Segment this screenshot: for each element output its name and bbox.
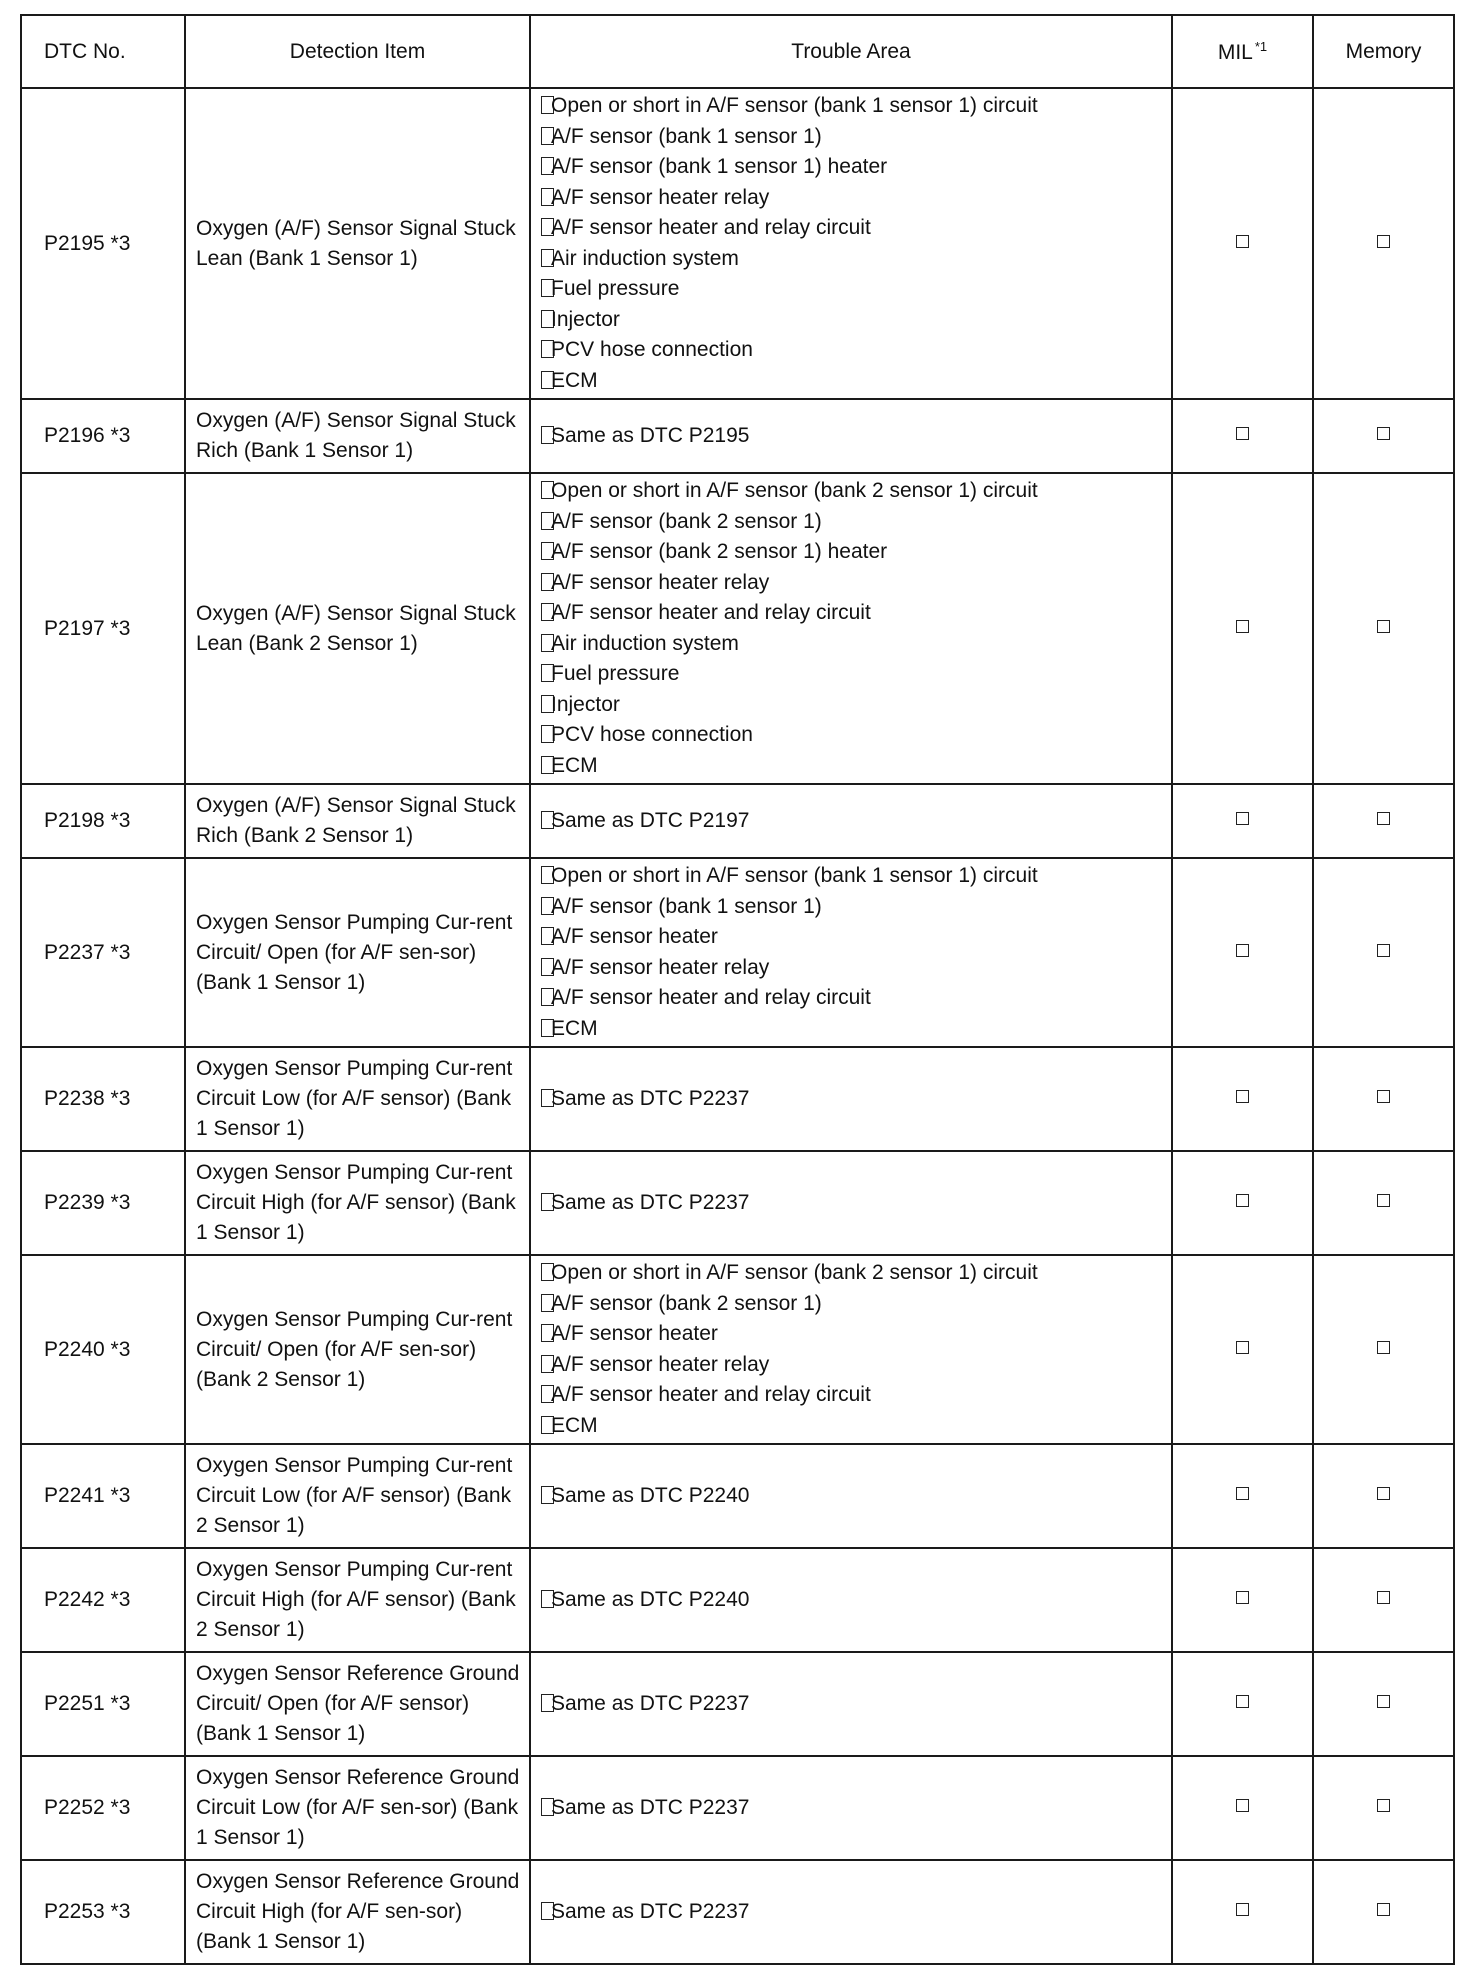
header-mil xyxy=(1172,15,1313,88)
trouble-area-text: Open or short in A/F sensor (bank 1 sensor 1) circuit xyxy=(551,864,1038,887)
detection-item-cell: Oxygen Sensor Pumping Cur-rent Circuit High (for A/F sensor) (Bank 1 Sensor 1) xyxy=(185,1151,530,1255)
memory-box-icon xyxy=(1377,1341,1390,1354)
dtc-number-cell: P2237 *3 xyxy=(21,858,185,1047)
trouble-area-text: Same as DTC P2237 xyxy=(551,1086,750,1110)
trouble-area-item xyxy=(541,1585,1165,1616)
trouble-area-item xyxy=(541,91,1165,122)
mil-cell xyxy=(1172,1255,1313,1444)
memory-cell xyxy=(1313,1860,1454,1964)
trouble-area-item xyxy=(541,720,1165,751)
memory-box-icon xyxy=(1377,1090,1390,1103)
trouble-area-item xyxy=(541,1350,1165,1381)
trouble-area-text: Same as DTC P2237 xyxy=(551,1795,750,1819)
trouble-area-text: A/F sensor heater relay xyxy=(551,955,770,979)
trouble-area-cell xyxy=(530,784,1172,858)
dtc-table xyxy=(20,14,1455,1965)
mil-box-icon xyxy=(1236,1903,1249,1916)
header-area-label: Trouble Area xyxy=(791,39,911,63)
trouble-area-text: Same as DTC P2240 xyxy=(551,1483,750,1507)
table-row xyxy=(21,1652,1454,1756)
mil-cell xyxy=(1172,784,1313,858)
header-mil-label: MIL xyxy=(1217,40,1253,64)
memory-cell xyxy=(1313,858,1454,1047)
memory-box-icon xyxy=(1377,620,1390,633)
trouble-area-text: A/F sensor heater relay xyxy=(551,570,770,594)
trouble-area-item xyxy=(541,1258,1165,1289)
trouble-area-text: A/F sensor heater xyxy=(551,925,718,948)
detection-item-cell: Oxygen Sensor Pumping Cur-rent Circuit/ Open (for A/F sen-sor) (Bank 2 Sensor 1) xyxy=(185,1255,530,1444)
header-detection-item xyxy=(185,15,530,88)
trouble-area-item xyxy=(541,183,1165,214)
memory-box-icon xyxy=(1377,427,1390,440)
trouble-area-item xyxy=(541,507,1165,538)
trouble-area-item xyxy=(541,629,1165,660)
mil-box-icon xyxy=(1236,1090,1249,1103)
trouble-area-item xyxy=(541,1897,1165,1928)
trouble-area-item xyxy=(541,1084,1165,1115)
trouble-area-item xyxy=(541,1014,1165,1045)
memory-cell xyxy=(1313,473,1454,784)
mil-box-icon xyxy=(1236,235,1249,248)
trouble-area-item xyxy=(541,598,1165,629)
trouble-area-cell xyxy=(530,88,1172,399)
trouble-area-text: Fuel pressure xyxy=(551,662,680,685)
detection-item-cell: Oxygen Sensor Reference Ground Circuit/ Open (for A/F sensor) (Bank 1 Sensor 1) xyxy=(185,1652,530,1756)
trouble-area-item xyxy=(541,244,1165,275)
trouble-area-text: A/F sensor heater and relay circuit xyxy=(551,216,871,239)
memory-cell xyxy=(1313,88,1454,399)
trouble-area-cell xyxy=(530,399,1172,473)
memory-box-icon xyxy=(1377,1903,1390,1916)
mil-box-icon xyxy=(1236,620,1249,633)
memory-cell xyxy=(1313,1444,1454,1548)
trouble-area-text: Same as DTC P2197 xyxy=(551,808,750,832)
memory-box-icon xyxy=(1377,235,1390,248)
memory-cell xyxy=(1313,1756,1454,1860)
mil-cell xyxy=(1172,399,1313,473)
dtc-number-cell: P2251 *3 xyxy=(21,1652,185,1756)
trouble-area-item xyxy=(541,537,1165,568)
trouble-area-cell xyxy=(530,1548,1172,1652)
trouble-area-item xyxy=(541,122,1165,153)
trouble-area-cell xyxy=(530,1151,1172,1255)
dtc-number-cell: P2253 *3 xyxy=(21,1860,185,1964)
trouble-area-item xyxy=(541,983,1165,1014)
trouble-area-item xyxy=(541,1793,1165,1824)
trouble-area-item xyxy=(541,366,1165,397)
mil-box-icon xyxy=(1236,812,1249,825)
header-mil-footnote: *1 xyxy=(1254,38,1268,54)
trouble-area-item xyxy=(541,305,1165,336)
trouble-area-item xyxy=(541,1289,1165,1320)
dtc-number-cell: P2252 *3 xyxy=(21,1756,185,1860)
trouble-area-text: Injector xyxy=(551,692,620,716)
mil-box-icon xyxy=(1236,1799,1249,1812)
trouble-area-text: A/F sensor (bank 2 sensor 1) heater xyxy=(551,540,888,563)
trouble-area-item xyxy=(541,476,1165,507)
trouble-area-text: A/F sensor (bank 1 sensor 1) xyxy=(551,124,822,148)
dtc-number-cell: P2239 *3 xyxy=(21,1151,185,1255)
trouble-area-item xyxy=(541,1481,1165,1512)
mil-cell xyxy=(1172,1756,1313,1860)
trouble-area-text: A/F sensor (bank 2 sensor 1) xyxy=(551,1291,822,1315)
table-row xyxy=(21,399,1454,473)
header-dtc-no xyxy=(21,15,185,88)
trouble-area-text: ECM xyxy=(551,368,598,392)
mil-box-icon xyxy=(1236,1591,1249,1604)
trouble-area-item xyxy=(541,1689,1165,1720)
trouble-area-cell xyxy=(530,473,1172,784)
memory-box-icon xyxy=(1377,1194,1390,1207)
dtc-number-cell: P2197 *3 xyxy=(21,473,185,784)
trouble-area-item xyxy=(541,335,1165,366)
dtc-number-cell: P2198 *3 xyxy=(21,784,185,858)
table-row xyxy=(21,1756,1454,1860)
dtc-number-cell: P2240 *3 xyxy=(21,1255,185,1444)
trouble-area-text: ECM xyxy=(551,1413,598,1437)
detection-item-cell: Oxygen Sensor Pumping Cur-rent Circuit Low (for A/F sensor) (Bank 2 Sensor 1) xyxy=(185,1444,530,1548)
detection-item-cell: Oxygen Sensor Pumping Cur-rent Circuit Low (for A/F sensor) (Bank 1 Sensor 1) xyxy=(185,1047,530,1151)
memory-cell xyxy=(1313,1255,1454,1444)
table-row xyxy=(21,88,1454,399)
table-row xyxy=(21,784,1454,858)
memory-cell xyxy=(1313,1548,1454,1652)
dtc-number-cell: P2196 *3 xyxy=(21,399,185,473)
table-row xyxy=(21,858,1454,1047)
trouble-area-text: Air induction system xyxy=(551,246,739,270)
table-row xyxy=(21,1444,1454,1548)
header-memory xyxy=(1313,15,1454,88)
header-trouble-area xyxy=(530,15,1172,88)
mil-cell xyxy=(1172,858,1313,1047)
memory-cell xyxy=(1313,1652,1454,1756)
table-row xyxy=(21,1548,1454,1652)
memory-cell xyxy=(1313,784,1454,858)
header-memory-label: Memory xyxy=(1345,39,1422,63)
trouble-area-text: Same as DTC P2195 xyxy=(551,423,750,447)
detection-item-cell: Oxygen (A/F) Sensor Signal Stuck Lean (Bank 1 Sensor 1) xyxy=(185,88,530,399)
trouble-area-text: Open or short in A/F sensor (bank 2 sensor 1) circuit xyxy=(551,479,1038,502)
memory-cell xyxy=(1313,399,1454,473)
mil-cell xyxy=(1172,1548,1313,1652)
trouble-area-cell xyxy=(530,1444,1172,1548)
trouble-area-cell xyxy=(530,1756,1172,1860)
trouble-area-item xyxy=(541,421,1165,452)
trouble-area-text: Open or short in A/F sensor (bank 1 sensor 1) circuit xyxy=(551,94,1038,117)
trouble-area-item xyxy=(541,1380,1165,1411)
trouble-area-item xyxy=(541,568,1165,599)
trouble-area-text: A/F sensor heater and relay circuit xyxy=(551,986,871,1009)
trouble-area-item xyxy=(541,659,1165,690)
trouble-area-text: Injector xyxy=(551,307,620,331)
trouble-area-text: A/F sensor (bank 1 sensor 1) heater xyxy=(551,155,888,178)
detection-item-cell: Oxygen (A/F) Sensor Signal Stuck Lean (Bank 2 Sensor 1) xyxy=(185,473,530,784)
trouble-area-item xyxy=(541,861,1165,892)
memory-cell xyxy=(1313,1151,1454,1255)
trouble-area-text: A/F sensor (bank 1 sensor 1) xyxy=(551,894,822,918)
memory-box-icon xyxy=(1377,1591,1390,1604)
trouble-area-item xyxy=(541,751,1165,782)
table-header-row xyxy=(21,15,1454,88)
memory-cell xyxy=(1313,1047,1454,1151)
trouble-area-text: Fuel pressure xyxy=(551,277,680,300)
dtc-number-cell: P2238 *3 xyxy=(21,1047,185,1151)
dtc-number-cell: P2241 *3 xyxy=(21,1444,185,1548)
trouble-area-item xyxy=(541,806,1165,837)
memory-box-icon xyxy=(1377,1487,1390,1500)
trouble-area-cell xyxy=(530,1860,1172,1964)
header-item-label: Detection Item xyxy=(289,39,426,63)
mil-cell xyxy=(1172,1047,1313,1151)
detection-item-cell: Oxygen (A/F) Sensor Signal Stuck Rich (Bank 1 Sensor 1) xyxy=(185,399,530,473)
trouble-area-text: Same as DTC P2240 xyxy=(551,1587,750,1611)
trouble-area-cell xyxy=(530,1255,1172,1444)
trouble-area-item xyxy=(541,1188,1165,1219)
memory-box-icon xyxy=(1377,944,1390,957)
table-row xyxy=(21,1151,1454,1255)
mil-box-icon xyxy=(1236,1487,1249,1500)
trouble-area-text: ECM xyxy=(551,753,598,777)
detection-item-cell: Oxygen Sensor Pumping Cur-rent Circuit High (for A/F sensor) (Bank 2 Sensor 1) xyxy=(185,1548,530,1652)
trouble-area-item xyxy=(541,953,1165,984)
mil-cell xyxy=(1172,1444,1313,1548)
mil-cell xyxy=(1172,1860,1313,1964)
trouble-area-item xyxy=(541,152,1165,183)
detection-item-cell: Oxygen (A/F) Sensor Signal Stuck Rich (Bank 2 Sensor 1) xyxy=(185,784,530,858)
trouble-area-text: Air induction system xyxy=(551,631,739,655)
trouble-area-item xyxy=(541,892,1165,923)
mil-cell xyxy=(1172,1652,1313,1756)
trouble-area-text: A/F sensor heater xyxy=(551,1322,718,1345)
trouble-area-text: Same as DTC P2237 xyxy=(551,1691,750,1715)
trouble-area-text: Same as DTC P2237 xyxy=(551,1190,750,1214)
mil-box-icon xyxy=(1236,944,1249,957)
trouble-area-item xyxy=(541,213,1165,244)
trouble-area-item xyxy=(541,1411,1165,1442)
trouble-area-text: A/F sensor (bank 2 sensor 1) xyxy=(551,509,822,533)
dtc-number-cell: P2195 *3 xyxy=(21,88,185,399)
trouble-area-text: A/F sensor heater relay xyxy=(551,185,770,209)
detection-item-cell: Oxygen Sensor Reference Ground Circuit Low (for A/F sen-sor) (Bank 1 Sensor 1) xyxy=(185,1756,530,1860)
trouble-area-cell xyxy=(530,1652,1172,1756)
detection-item-cell: Oxygen Sensor Pumping Cur-rent Circuit/ Open (for A/F sen-sor) (Bank 1 Sensor 1) xyxy=(185,858,530,1047)
table-row xyxy=(21,1860,1454,1964)
trouble-area-text: A/F sensor heater and relay circuit xyxy=(551,1383,871,1406)
trouble-area-text: PCV hose connection xyxy=(551,723,753,746)
trouble-area-item xyxy=(541,274,1165,305)
trouble-area-item xyxy=(541,922,1165,953)
mil-cell xyxy=(1172,473,1313,784)
trouble-area-text: PCV hose connection xyxy=(551,338,753,361)
trouble-area-text: ECM xyxy=(551,1016,598,1040)
memory-box-icon xyxy=(1377,1695,1390,1708)
trouble-area-item xyxy=(541,1319,1165,1350)
mil-cell xyxy=(1172,1151,1313,1255)
mil-box-icon xyxy=(1236,427,1249,440)
trouble-area-text: Open or short in A/F sensor (bank 2 sensor 1) circuit xyxy=(551,1261,1038,1284)
table-body xyxy=(21,88,1454,1964)
header-dtc-label: DTC No. xyxy=(44,39,126,63)
trouble-area-cell xyxy=(530,858,1172,1047)
trouble-area-item xyxy=(541,690,1165,721)
table-row xyxy=(21,1047,1454,1151)
mil-box-icon xyxy=(1236,1194,1249,1207)
table-row xyxy=(21,1255,1454,1444)
detection-item-cell: Oxygen Sensor Reference Ground Circuit High (for A/F sen-sor) (Bank 1 Sensor 1) xyxy=(185,1860,530,1964)
dtc-number-cell: P2242 *3 xyxy=(21,1548,185,1652)
trouble-area-text: A/F sensor heater and relay circuit xyxy=(551,601,871,624)
memory-box-icon xyxy=(1377,1799,1390,1812)
mil-box-icon xyxy=(1236,1341,1249,1354)
mil-box-icon xyxy=(1236,1695,1249,1708)
trouble-area-cell xyxy=(530,1047,1172,1151)
mil-cell xyxy=(1172,88,1313,399)
table-row xyxy=(21,473,1454,784)
trouble-area-text: A/F sensor heater relay xyxy=(551,1352,770,1376)
trouble-area-text: Same as DTC P2237 xyxy=(551,1899,750,1923)
memory-box-icon xyxy=(1377,812,1390,825)
